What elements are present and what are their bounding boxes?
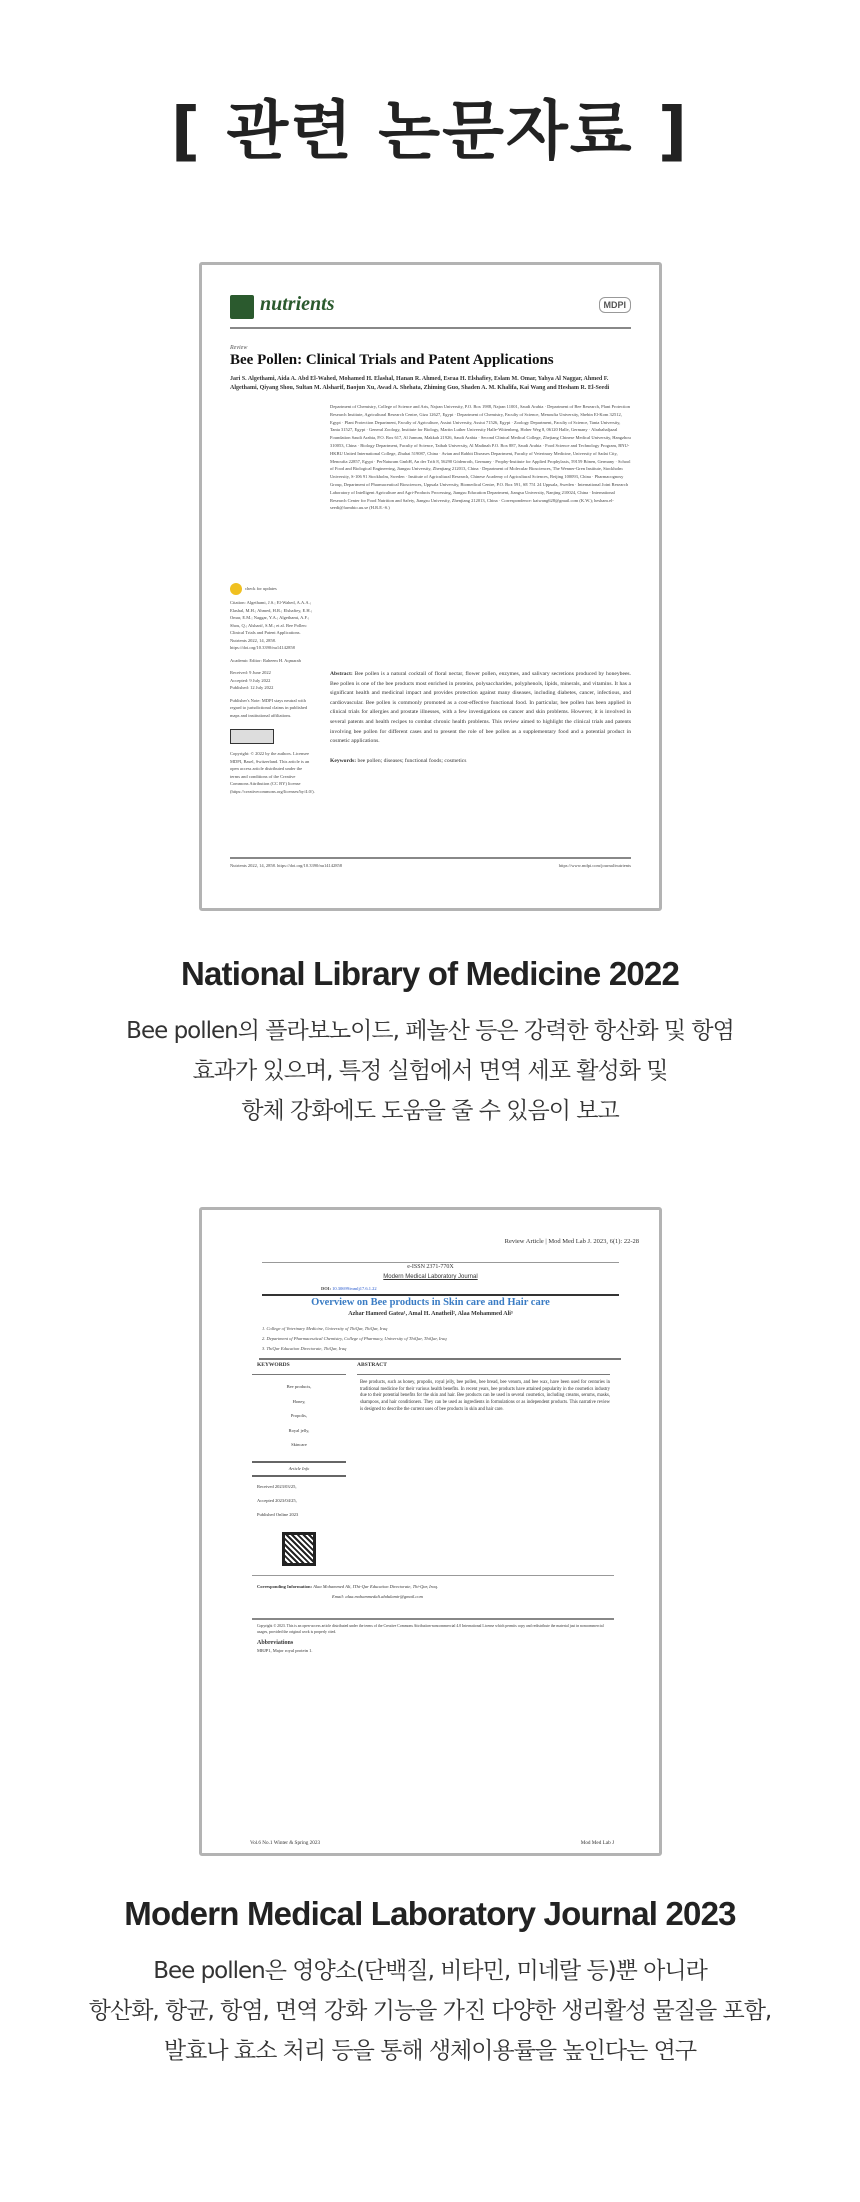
date-published: Published: 12 July 2022: [230, 685, 274, 690]
doi-link[interactable]: 10.30699/mmlj17.6.1.22: [332, 1286, 377, 1291]
caption-line: 효과가 있으며, 특정 실험에서 면역 세포 활성화 및: [192, 1058, 668, 1084]
footer-url: https://www.mdpi.com/journal/nutrients: [558, 863, 631, 868]
article-dates: [257, 1480, 298, 1522]
affiliations: Department of Chemistry, College of Science and Arts, Najran University, P.O. Box 1988, Najran 11001, Saudi Arabia · Department of Bee Research, Plant Protection Research Institute, Agricultural Research Centre, Giza 12627, Egypt · Department of Chemistry, Faculty of Science, Menoufia University, Shebin El-Kom 32512, Egypt · Plant Protection Department, Faculty of Agriculture, Assiut University, Assiut 71526, Egypt · Zoology Department, Faculty of Science, Tanta University, Tanta 31527, Egypt · General Zoology, Institute for Biology, Martin Luther University Halle-Wittenberg, Hoher Weg 8, 06120 Halle, Germany · Alrabahaljazal Foundation Saudi Arabia, P.O. Box 617, Al Jumum, Makkah 21926, Saudi Arabia · Second Clinical Medical College, Zhejiang Chinese Medical University, Hangzhou 310053, China · Biology Department, Faculty of Science, Taibah University, Al Madinah P.O. Box 887, Saudi Arabia · Food Science and Technology Program, BNU-HKBU United International College, Zhuhai 519087, China · Avian and Rabbit Diseases Department, Faculty of Veterinary Medicine, University of Sadat City, Menoufia 22857, Egypt · PerNaturam GmbH, An der Trift 8, 56290 Gödenroth, Germany · Prophy-Institute for Applied Prophylaxis, 59159 Bönen, Germany · School of Food and Biological Engineering, Jiangsu University, Zhenjiang 212013, China · Department of Molecular Biosciences, The Wenner-Gren Institute, Stockholm University, S-106 91 Stockholm, Sweden · Institute of Agricultural Research, Chinese Academy of Agricultural Sciences, Beijing 100093, China · Pharmacognosy Group, Department of Pharmaceutical Biosciences, Uppsala University, Biomedical Centre, P.O. Box 591, SE 751 24 Uppsala, Sweden · International Joint Research Laboratory of Intelligent Agriculture and Agri-Products Processing, Jiangsu Education Department, Jiangsu University, Nanjing 210024, China · International Research Center for Food Nutrition and Safety, Jiangsu University, Zhenjiang 212013, China · Correspondence: kaiwang628@gmail.com (K.W.); hesham.el-seedi@farmbio.uu.se (H.R.E.-S.): [330, 404, 631, 511]
abstract-label: Abstract:: [330, 671, 353, 677]
date-accepted: Accepted: 9 July 2022: [230, 677, 271, 683]
date-received: Received 2023/03/25,: [257, 1484, 297, 1489]
mdpi-logo: MDPI: [599, 297, 632, 313]
cc-license-icon: [230, 729, 274, 744]
keyword: Honey,: [292, 1398, 306, 1404]
abbreviations: MRJP1, Major royal protein 1.: [257, 1648, 313, 1653]
copyright: Copyright © 2023. This is an open-access article distributed under the terms of the Creative Commons Attribution-noncommercial 4.0 International License which permits copy and redistribute the material just in noncommercial usages, provided the original work is properly cited.: [257, 1624, 604, 1634]
article-info-label: Article Info: [288, 1466, 310, 1471]
abstract: [330, 670, 631, 747]
divider: [252, 1475, 346, 1477]
check-updates-label: check for updates: [245, 586, 277, 592]
keyword: Royal jelly,: [288, 1427, 310, 1433]
caption-title: Modern Medical Laboratory Journal 2023: [124, 1895, 736, 1932]
qr-code-icon: [282, 1532, 316, 1566]
divider: [262, 1294, 619, 1296]
caption-line: 항체 강화에도 도움을 줄 수 있음이 보고: [241, 1098, 619, 1124]
check-updates: [230, 583, 312, 595]
divider: [252, 1618, 614, 1620]
keyword: Bee products,: [286, 1384, 312, 1389]
keywords: [330, 758, 466, 764]
keyword: Propolis,: [290, 1413, 308, 1418]
caption-body: [0, 1011, 860, 1131]
date-accepted: Accepted 2023/04/25,: [257, 1498, 297, 1503]
keywords-label: KEYWORDS: [257, 1362, 290, 1368]
divider: [259, 1358, 621, 1360]
article-authors: Azhar Hameed Gatea¹, Amal H. Anatheil², Alaa Mohammed Ali³: [348, 1311, 513, 1317]
doi-label: DOI:: [321, 1286, 331, 1291]
academic-editor: Academic Editor: Raheem H. Aqmarah: [230, 657, 301, 663]
abstract-label: ABSTRACT: [357, 1362, 387, 1368]
article-type: Review: [230, 345, 248, 351]
caption-1: [0, 955, 860, 1131]
caption-line: Bee pollen은 영양소(단백질, 비타민, 미네랄 등)뿐 아니라: [153, 1958, 707, 1984]
divider: [252, 1575, 614, 1576]
corresponding-email: Email: alaa.mohammedali.abdulamir@gmail.com: [332, 1594, 423, 1599]
article-title: Bee Pollen: Clinical Trials and Patent Applications: [230, 352, 554, 368]
publisher-note: Publisher's Note: MDPI stays neutral with regard to jurisdictional claims in published maps and institutional affiliations.: [230, 697, 308, 718]
paper-thumbnail-mmlj: [199, 1207, 662, 1856]
copyright: Copyright: © 2022 by the authors. Licensee MDPI, Basel, Switzerland. This article is an open access article distributed under the terms and conditions of the Creative Commons Attribution (CC BY) license (https://creativecommons.org/licenses/by/4.0/).: [230, 751, 315, 794]
sidebar-meta: [230, 583, 315, 795]
keywords-label: Keywords:: [330, 758, 357, 764]
corresponding-info: [257, 1582, 438, 1602]
article-authors: Jari S. Algethami, Aida A. Abd El-Wahed, Mohamed H. Elashal, Hanan R. Ahmed, Esraa H. Elshafiey, Eslam M. Omar, Yahya Al Naggar, Ahmed F. Algethami, Qiyang Shou, Sultan M. Alsharif, Baojun Xu, Awad A. Shehata, Zhiming Guo, Shaden A. M. Khalifa, Kai Wang and Hesham R. El-Seedi: [230, 376, 610, 391]
divider: [262, 1262, 619, 1263]
date-published: Published Online 2023: [257, 1512, 299, 1517]
journal-name: Modern Medical Laboratory Journal: [383, 1274, 478, 1280]
nutrients-logo-icon: [230, 295, 254, 319]
affiliation: 1. College of Veterinary Medicine, University of ThiQar, ThiQar, Iraq: [262, 1326, 388, 1331]
check-updates-icon: [230, 583, 242, 595]
caption-line: 발효나 효소 처리 등을 통해 생체이용률을 높인다는 연구: [163, 2038, 697, 2064]
affiliation: 3. ThiQar Education Directorate, ThiQar, Iraq: [262, 1346, 347, 1351]
article-title: Overview on Bee products in Skin care and Hair care: [311, 1297, 550, 1308]
citation: Citation: Algethami, J.S.; El-Wahed, A.A.A.; Elashal, M.H.; Ahmed, H.R.; Elshafiey, E.H.; Omar, E.M.; Naggar, Y.A.; Algethami, A.F.; Shou, Q.; Alsharif, S.M.; et al. Bee Pollen: Clinical Trials and Patent Applications. Nutrients 2022, 14, 2858. https://doi.org/10.3390/nu14142858: [230, 600, 312, 650]
issn: e-ISSN 2371-770X: [407, 1264, 454, 1270]
caption-line: Bee pollen의 플라보노이드, 페놀산 등은 강력한 항산화 및 항염: [126, 1018, 734, 1044]
page-title: [ 관련 논문자료 ]: [170, 95, 690, 169]
abstract-text: Bee pollen is a natural cocktail of floral nectar, flower pollen, enzymes, and salivary secretions produced by honeybees. Bee pollen is one of the bee products most enriched in proteins, polysaccharides, polyphenols, lipids, minerals, and vitamins. It has a significant health and medicinal impact and provides protection against many diseases, including diabetes, cancer, infectious, and cardiovascular. Bee pollen is commonly promoted as a cost-effective functional food. In particular, bee pollen has been applied in clinical trials for allergies and prostate illnesses, with a few investigations on cancer and skin problems. However, it is involved in several patents and health recipes to combat chronic health problems. This review aimed to highlight the clinical trials and patents involving bee pollen for different cases and to present the role of bee pollen as a supplementary food and a potential product in cosmetic applications.: [330, 671, 631, 745]
caption-2: [0, 1895, 860, 2071]
abstract-text: Bee products, such as honey, propolis, royal jelly, bee pollen, bee bread, bee venom, and bee wax, have been used for centuries in traditional medicine for their various health benefits. In recent years, bee products have attained popularity in the cosmetics industry due to their potential benefits for the skin and hair. Bee products can be used in several cosmetics, including creams, serums, masks, shampoos, and hair conditioners. They can be used as ingredients in formulations or as independent products. This narrative review is designed to describe the current uses of bee products in skin and hair care.: [360, 1380, 610, 1412]
divider: [252, 1374, 346, 1375]
caption-title: National Library of Medicine 2022: [180, 955, 680, 992]
divider: [252, 1461, 346, 1463]
corresponding-text: Alaa Mohammed Ali, IThi-Qar Education Directorate, Thi-Qar, Iraq.: [313, 1584, 439, 1589]
abbreviations-label: Abbreviations: [257, 1640, 294, 1646]
keywords-text: bee pollen; diseases; functional foods; cosmetics: [357, 758, 467, 764]
footer-volume: Vol.6 No.1 Winter & Spring 2023: [250, 1840, 321, 1846]
review-line: Review Article | Mod Med Lab J. 2023, 6(1): 22-28: [504, 1238, 639, 1245]
affiliation: 2. Department of Pharmaceutical Chemistry, College of Pharmacy, University of ThiQar, ThiQar, Iraq: [262, 1336, 447, 1341]
paper-footer: [230, 857, 631, 868]
corresponding-label: Corresponding Information:: [257, 1584, 313, 1589]
keywords-list: [252, 1380, 346, 1453]
date-received: Received: 9 June 2022: [230, 670, 271, 675]
paper-thumbnail-nutrients: [199, 262, 662, 911]
journal-name: nutrients: [260, 293, 335, 315]
keyword: Skincare: [291, 1442, 307, 1447]
affiliations: [262, 1324, 447, 1354]
doi: [321, 1286, 377, 1291]
footer-citation: Nutrients 2022, 14, 2858. https://doi.org/10.3390/nu14142858: [230, 863, 343, 868]
journal-header: [230, 293, 631, 329]
caption-body: [0, 1951, 860, 2071]
caption-line: 항산화, 항균, 항염, 면역 강화 기능을 가진 다양한 생리활성 물질을 포함,: [88, 1998, 772, 2024]
footer-journal: Mod Med Lab J: [580, 1840, 614, 1846]
divider: [357, 1374, 610, 1375]
